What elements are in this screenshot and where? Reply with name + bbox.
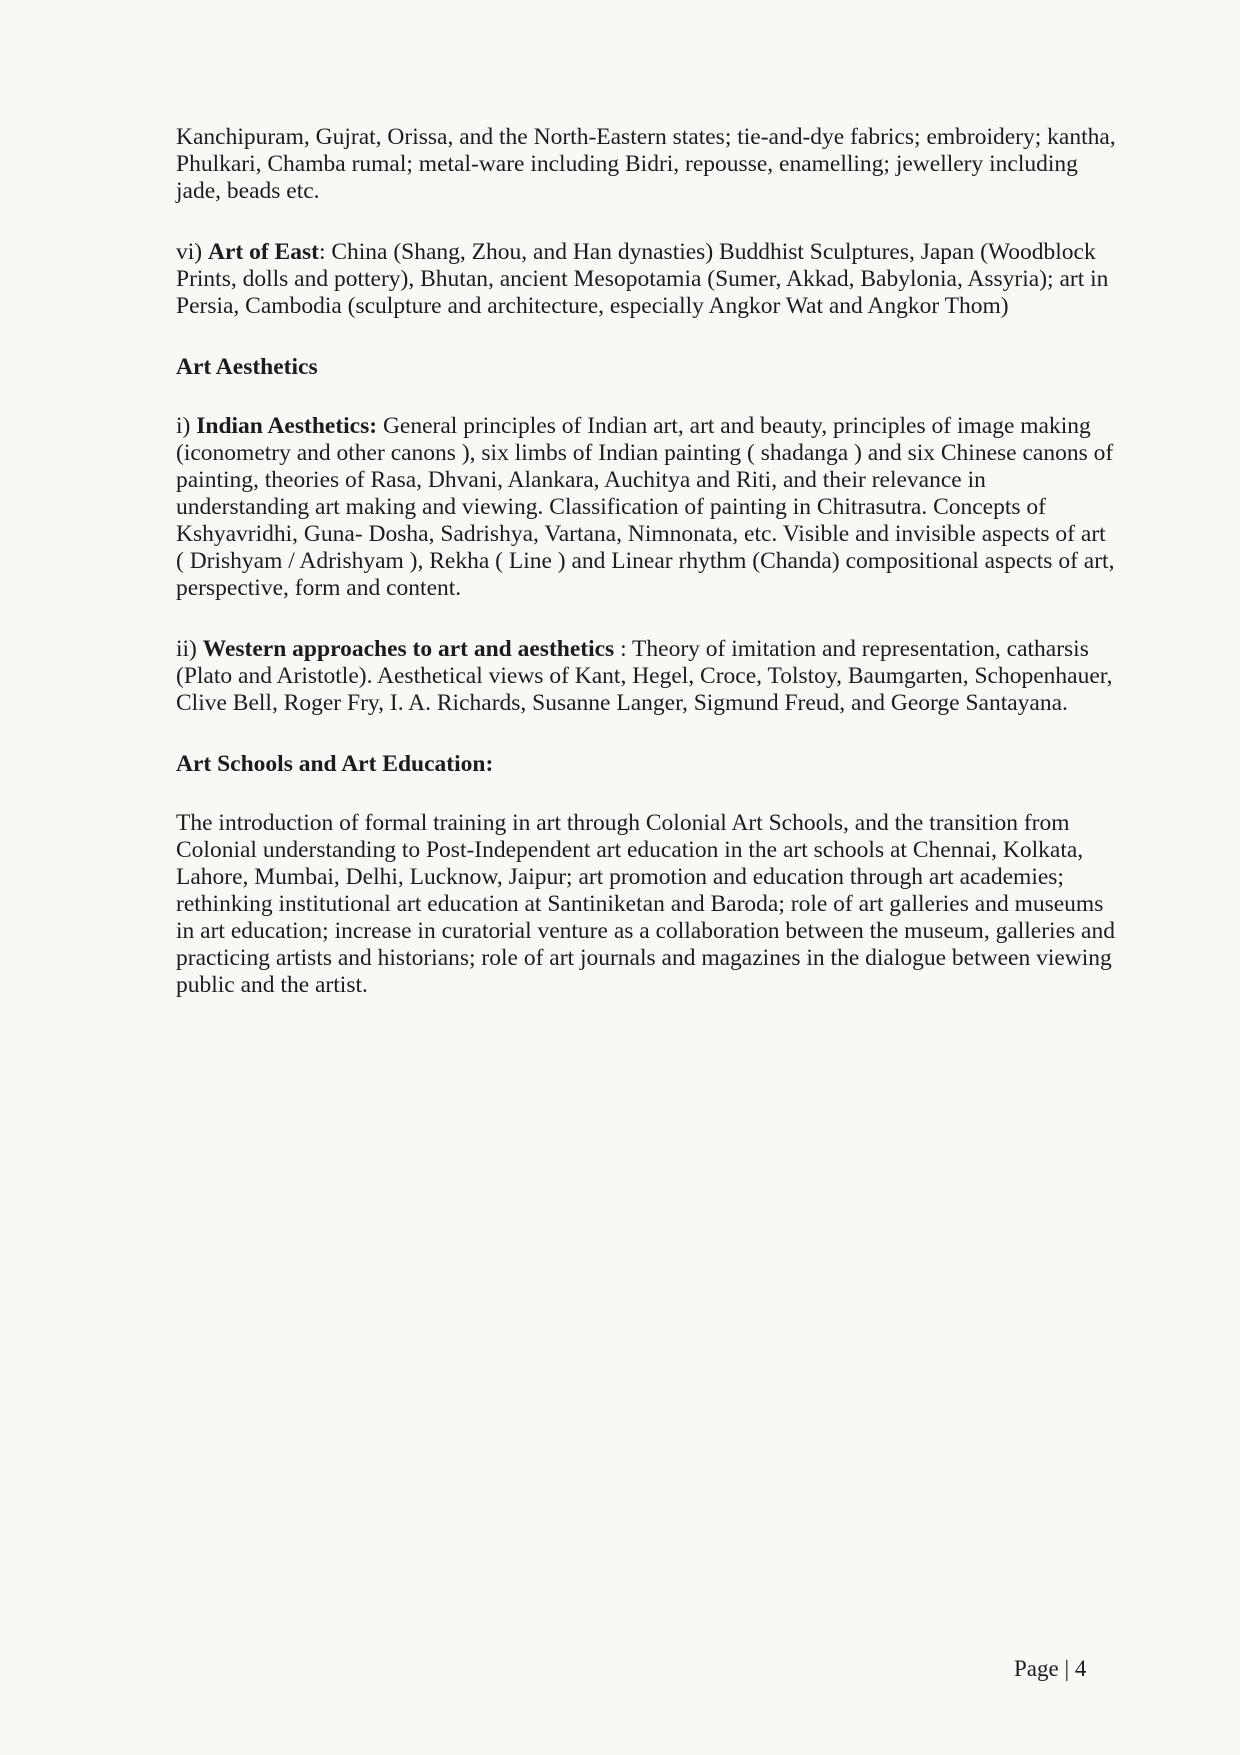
section-title: Western approaches to art and aesthetics bbox=[202, 636, 615, 662]
section-indian-aesthetics bbox=[176, 413, 1116, 602]
section-art-of-east bbox=[176, 239, 1116, 320]
heading-art-schools: Art Schools and Art Education: bbox=[176, 751, 494, 777]
section-label: i) bbox=[176, 413, 197, 439]
section-text: General principles of Indian art, art and beauty, principles of image making (iconometry and other canons ), six limbs of Indian painting ( shadanga ) and six Chinese canons of painting, theories of Rasa, Dhvani, Alankara, Auchitya and Riti, and their relevance in understanding art making and viewing. Classification of painting in Chitrasutra. Concepts of Kshyavridhi, Guna- Dosha, Sadrishya, Vartana, Nimnonata, etc. Visible and invisible aspects of art ( Drishyam / Adrishyam ), Rekha ( Line ) and Linear rhythm (Chanda) compositional aspects of art, perspective, form and content. bbox=[176, 413, 1115, 601]
page-number: Page | 4 bbox=[1014, 1656, 1087, 1681]
section-title: Indian Aesthetics: bbox=[196, 413, 378, 439]
page-content bbox=[176, 124, 1116, 1033]
section-text: : China (Shang, Zhou, and Han dynasties) Buddhist Sculptures, Japan (Woodblock Prints, dolls and pottery), Bhutan, ancient Mesopotamia (Sumer, Akkad, Babylonia, Assyria); art in Persia, Cambodia (sculpture and architecture, especially Angkor Wat and Angkor Thom) bbox=[176, 239, 1109, 319]
section-text: : Theory of imitation and representation, catharsis (Plato and Aristotle). Aesthetical views of Kant, Hegel, Croce, Tolstoy, Baumgarten, Schopenhauer, Clive Bell, Roger Fry, I. A. Richards, Susanne Langer, Sigmund Freud, and George Santayana. bbox=[176, 636, 1113, 716]
intro-paragraph: Kanchipuram, Gujrat, Orissa, and the North-Eastern states; tie-and-dye fabrics; embroidery; kantha, Phulkari, Chamba rumal; metal-ware including Bidri, repousse, enamelling; jewellery including jade, beads etc. bbox=[176, 124, 1116, 204]
heading-art-aesthetics: Art Aesthetics bbox=[176, 354, 318, 380]
section-label: ii) bbox=[176, 636, 203, 662]
section-label: vi) bbox=[176, 239, 208, 265]
section-western-approaches bbox=[176, 636, 1116, 717]
schools-paragraph: The introduction of formal training in art through Colonial Art Schools, and the transition from Colonial understanding to Post-Independent art education in the art schools at Chennai, Kolkata, Lahore, Mumbai, Delhi, Lucknow, Jaipur; art promotion and education through art academies; rethinking institutional art education at Santiniketan and Baroda; role of art galleries and museums in art education; increase in curatorial venture as a collaboration between the museum, galleries and practicing artists and historians; role of art journals and magazines in the dialogue between viewing public and the artist. bbox=[176, 810, 1115, 998]
section-title: Art of East bbox=[207, 239, 319, 265]
